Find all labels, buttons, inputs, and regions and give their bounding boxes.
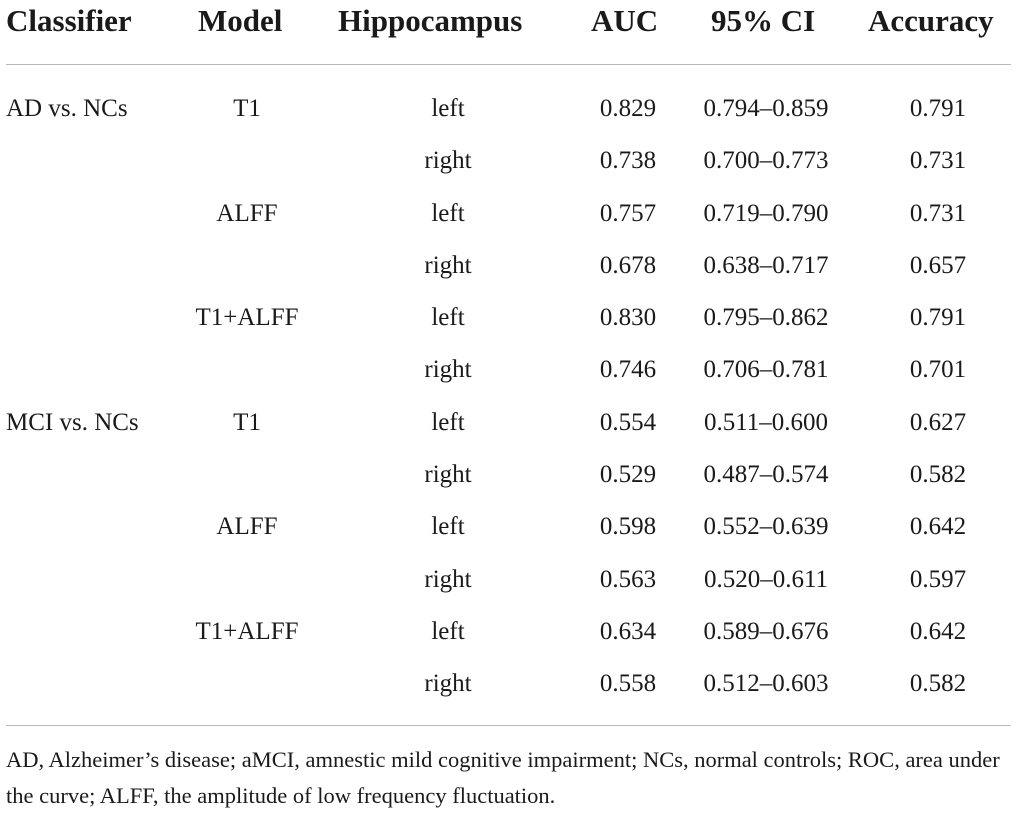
table-body: [0, 83, 1018, 711]
header-auc: AUC: [591, 3, 659, 38]
cell-ci: 0.520–0.611: [703, 565, 829, 593]
cell-auc: 0.554: [599, 408, 657, 436]
cell-ci: 0.552–0.639: [703, 513, 829, 541]
cell-hippocampus: right: [424, 461, 472, 489]
cell-ci: 0.794–0.859: [703, 95, 829, 122]
table-row: [0, 292, 1018, 344]
cell-model: ALFF: [216, 199, 278, 227]
cell-ci: 0.487–0.574: [703, 461, 829, 489]
table-row: [0, 449, 1018, 501]
cell-accuracy: 0.642: [909, 513, 967, 541]
cell-accuracy: 0.642: [909, 617, 967, 645]
header-model: Model: [198, 3, 283, 38]
table-row: [0, 240, 1018, 292]
cell-ci: 0.589–0.676: [703, 617, 829, 645]
cell-auc: 0.738: [599, 147, 657, 175]
cell-accuracy: 0.701: [909, 356, 967, 384]
cell-hippocampus: right: [424, 565, 472, 593]
cell-accuracy: 0.597: [909, 565, 967, 593]
cell-ci: 0.719–0.790: [703, 199, 829, 227]
cell-model: T1: [233, 95, 261, 122]
cell-accuracy: 0.731: [909, 199, 967, 227]
cell-ci: 0.511–0.600: [703, 408, 829, 436]
cell-ci: 0.706–0.781: [703, 356, 829, 384]
table-header-row: [0, 0, 1018, 64]
cell-auc: 0.563: [599, 565, 657, 593]
header-hippocampus: Hippocampus: [338, 3, 523, 38]
table-row: [0, 188, 1018, 240]
cell-hippocampus: left: [431, 617, 465, 645]
cell-auc: 0.678: [599, 251, 657, 279]
table-row: [0, 83, 1018, 135]
header-ci: 95% CI: [711, 3, 816, 38]
cell-accuracy: 0.791: [909, 95, 967, 122]
cell-hippocampus: right: [424, 147, 472, 175]
cell-auc: 0.634: [599, 617, 657, 645]
cell-accuracy: 0.657: [909, 251, 967, 279]
cell-hippocampus: left: [431, 199, 465, 227]
cell-ci: 0.512–0.603: [703, 670, 829, 698]
table-row: [0, 658, 1018, 710]
cell-model: T1+ALFF: [195, 304, 299, 332]
cell-auc: 0.829: [599, 95, 657, 122]
cell-auc: 0.558: [599, 670, 657, 698]
table-row: [0, 501, 1018, 553]
cell-ci: 0.700–0.773: [703, 147, 829, 175]
cell-hippocampus: left: [431, 408, 465, 436]
cell-accuracy: 0.627: [909, 408, 967, 436]
table-footnote: AD, Alzheimer’s disease; aMCI, amnestic mild cognitive impairment; NCs, normal controls; ROC, area under the curve; ALFF, the amplitude of low frequency fluctuation.: [6, 747, 1000, 808]
header-classifier: Classifier: [6, 3, 132, 38]
cell-hippocampus: left: [431, 95, 465, 122]
cell-auc: 0.746: [599, 356, 657, 384]
cell-model: T1: [233, 408, 261, 436]
cell-ci: 0.795–0.862: [703, 304, 829, 332]
cell-accuracy: 0.582: [909, 670, 967, 698]
table-row: [0, 344, 1018, 396]
cell-hippocampus: right: [424, 670, 472, 698]
cell-accuracy: 0.731: [909, 147, 967, 175]
cell-model: T1+ALFF: [195, 617, 299, 645]
header-divider: [6, 64, 1011, 65]
cell-accuracy: 0.582: [909, 461, 967, 489]
cell-ci: 0.638–0.717: [703, 251, 829, 279]
cell-hippocampus: left: [431, 513, 465, 541]
cell-classifier: AD vs. NCs: [6, 95, 128, 122]
footer-divider: [6, 725, 1011, 726]
cell-classifier: MCI vs. NCs: [6, 408, 139, 436]
cell-auc: 0.598: [599, 513, 657, 541]
cell-model: ALFF: [216, 513, 278, 541]
cell-auc: 0.830: [599, 304, 657, 332]
cell-auc: 0.757: [599, 199, 657, 227]
header-accuracy: Accuracy: [868, 3, 994, 38]
table-row: [0, 606, 1018, 658]
table-row: [0, 554, 1018, 606]
cell-hippocampus: right: [424, 356, 472, 384]
cell-hippocampus: right: [424, 251, 472, 279]
table-row: [0, 135, 1018, 187]
cell-hippocampus: left: [431, 304, 465, 332]
table-row: [0, 397, 1018, 449]
cell-accuracy: 0.791: [909, 304, 967, 332]
cell-auc: 0.529: [599, 461, 657, 489]
